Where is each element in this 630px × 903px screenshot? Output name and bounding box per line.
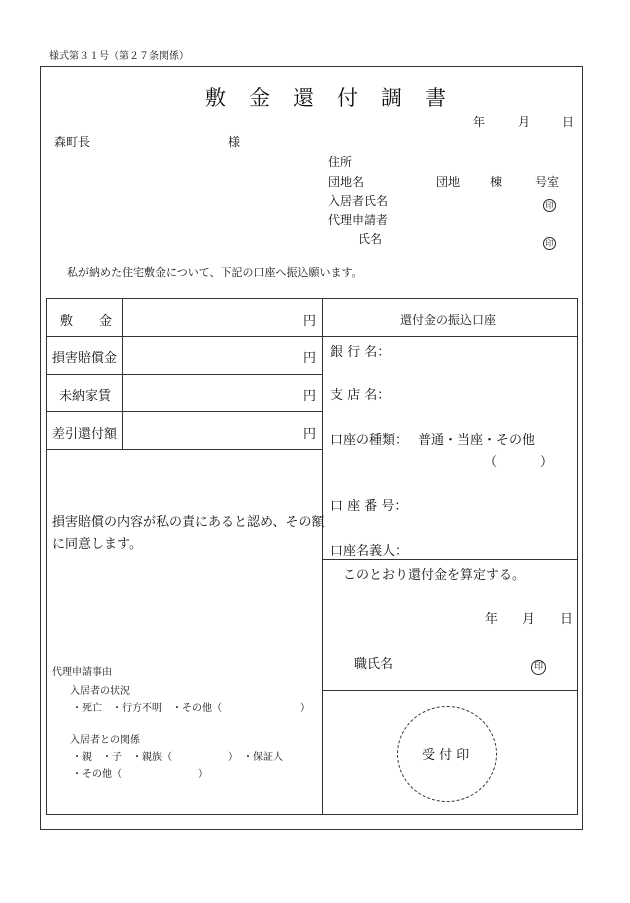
agent-reason-title: 代理申請事由 [52,667,112,678]
form-number: 様式第３１号（第２７条関係） [49,51,189,62]
calculation-section-divider [322,690,578,691]
resident-name-label: 入居者氏名 [328,194,389,208]
address-label: 住所 [328,155,353,169]
addressee-suffix: 様 [228,135,241,149]
bank-section-divider [322,559,578,560]
calc-day-label: 日 [560,612,574,627]
row-divider-1 [46,336,322,337]
resident-status-options: ・死亡 ・行方不明 ・その他（ [72,703,222,714]
table-center-divider [322,298,323,815]
unpaid-rent-yen: 円 [303,389,317,404]
deposit-yen: 円 [303,314,317,329]
calculation-statement: このとおり還付金を算定する。 [343,568,526,583]
official-name-label: 職氏名 [354,657,394,672]
agent-label: 代理申請者 [328,213,389,227]
damage-yen: 円 [303,351,317,366]
bank-section-header: 還付金の振込口座 [400,313,497,327]
request-text: 私が納めた住宅敷金について、下記の口座へ振込願います。 [67,266,363,279]
account-type-paren-open: （ [484,455,498,470]
relation-options: ・親 ・子 ・親族（ [72,752,172,763]
row-divider-3 [46,411,322,412]
account-number-label: 口 座 番 号： [330,499,408,514]
complex-label: 団地名 [328,175,365,189]
resident-status-close: ） [300,703,310,714]
row-divider-2 [46,374,322,375]
relation-label: 入居者との関係 [70,735,140,746]
agreement-line-2: に同意します。 [52,537,142,552]
refund-yen: 円 [303,427,317,442]
page-title: 敷 金 還 付 調 書 [205,86,447,110]
agent-seal-icon: 印 [543,231,556,250]
relation-other: ・その他（ [72,769,122,780]
room-unit: 号室 [535,175,560,189]
relation-close: ） ・保証人 [228,752,283,763]
complex-unit: 団地 [436,175,461,189]
calc-month-label: 月 [522,612,536,627]
date-day-label: 日 [562,115,575,129]
resident-status-label: 入居者の状況 [70,686,130,697]
date-year-label: 年 [473,115,486,129]
branch-name-label: 支 店 名： [330,388,391,403]
unpaid-rent-label: 未納家賃 [59,389,112,404]
damage-label: 損害賠償金 [52,351,118,366]
refund-label: 差引還付額 [52,427,118,442]
row-divider-4 [46,449,322,450]
resident-seal-icon: 印 [543,193,556,212]
agent-name-label: 氏名 [358,232,383,246]
official-seal-icon: 印 [531,654,546,675]
deposit-label: 敷 金 [60,314,113,329]
addressee: 森町長 [54,135,91,149]
account-type-options: 普通・当座・その他 [418,433,536,448]
account-type-paren-close: ） [540,455,554,470]
date-month-label: 月 [518,115,531,129]
agreement-line-1: 損害賠償の内容が私の責にあると認め、その額 [52,515,325,530]
building-unit: 棟 [490,175,503,189]
calc-year-label: 年 [485,612,499,627]
bank-name-label: 銀 行 名： [330,345,391,360]
account-type-label: 口座の種類： [330,433,409,448]
bank-header-divider [322,336,578,337]
relation-other-close: ） [198,769,208,780]
account-holder-label: 口座名義人： [330,544,409,559]
reception-stamp-label: 受 付 印 [422,748,470,763]
